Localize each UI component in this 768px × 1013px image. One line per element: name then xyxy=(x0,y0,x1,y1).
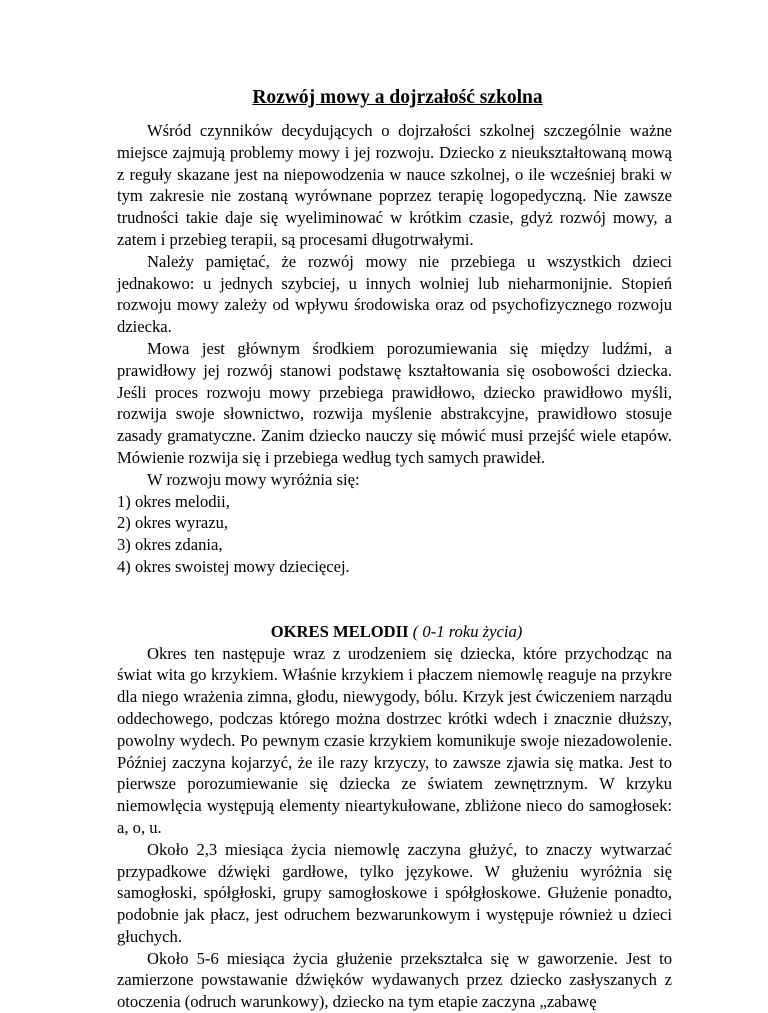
section-heading-age-range: ( 0-1 roku życia) xyxy=(412,621,523,641)
list-item: 4) okres swoistej mowy dziecięcej. xyxy=(117,556,350,576)
list-item: 3) okres zdania, xyxy=(117,535,223,555)
speech-stages-list xyxy=(117,491,672,578)
section-heading-title: OKRES MELODII xyxy=(270,621,409,641)
section-heading xyxy=(117,621,672,643)
document-title: Rozwój mowy a dojrzałość szkolna xyxy=(252,87,543,108)
section-paragraph-3: Około 5-6 miesiąca życia głużenie przekształca się w gaworzenie. Jest to zamierzone powstawanie dźwięków wydawanych przez dziecko zasłyszanych z otoczenia (odruch warunkowy), dziecko na tym etapie zaczyna „zabawę xyxy=(117,948,672,1012)
intro-paragraph-3: Mowa jest głównym środkiem porozumiewania się między ludźmi, a prawidłowy jej rozwój stanowi podstawę kształtowania się osobowości dziecka. Jeśli proces rozwoju mowy przebiega prawidłowo, dziecko prawidłowo myśli, rozwija swoje słownictwo, rozwija myślenie abstrakcyjne, prawidłowo stosuje zasady gramatyczne. Zanim dziecko nauczy się mówić musi przejść wiele etapów. Mówienie rozwija się i przebiega według tych samych prawideł. xyxy=(117,338,672,467)
list-item: 1) okres melodii, xyxy=(117,491,230,511)
section-paragraph-2: Około 2,3 miesiąca życia niemowlę zaczyna głużyć, to znaczy wytwarzać przypadkowe dźwięki gardłowe, tylko językowe. W głużeniu wyróżnia się samogłoski, spółgłoski, grupy samogłoskowe i spółgłoskowe. Głużenie ponadto, podobnie jak płacz, jest odruchem bezwarunkowym i występuje również u dzieci głuchych. xyxy=(117,839,672,946)
intro-paragraph-4: W rozwoju mowy wyróżnia się: xyxy=(147,469,360,489)
list-item: 2) okres wyrazu, xyxy=(117,513,229,533)
section-paragraph-1: Okres ten następuje wraz z urodzeniem się dziecka, które przychodząc na świat wita go krzykiem. Właśnie krzykiem i płaczem niemowlę reaguje na przykre dla niego wrażenia zimna, głodu, niewygody, bólu. Krzyk jest ćwiczeniem narządu oddechowego, podczas którego można dostrzec krótki wdech i znacznie dłuższy, powolny wydech. Po pewnym czasie krzykiem komunikuje swoje niezadowolenie. Później zaczyna kojarzyć, że ile razy krzyczy, to zawsze zjawia się matka. Jest to pierwsze porozumiewanie się dziecka ze światem zewnętrznym. W krzyku niemowlęcia występują elementy nieartykułowane, zbliżone nieco do samogłosek: a, o, u. xyxy=(117,643,672,837)
document-page xyxy=(117,86,672,1013)
intro-paragraph-1: Wśród czynników decydujących o dojrzałości szkolnej szczególnie ważne miejsce zajmują problemy mowy i jej rozwoju. Dziecko z nieukształtowaną mową z reguły skazane jest na niepowodzenia w nauce szkolnej, o ile wcześniej braki w tym zakresie nie zostaną wyrównane poprzez terapię logopedyczną. Nie zawsze trudności takie daje się wyeliminować w krótkim czasie, gdyż rozwój mowy, a zatem i przebieg terapii, są procesami długotrwałymi. xyxy=(117,121,672,249)
intro-paragraph-2: Należy pamiętać, że rozwój mowy nie przebiega u wszystkich dzieci jednakowo: u jednych szybciej, u innych wolniej lub nieharmonijnie. Stopień rozwoju mowy zależy od wpływu środowiska oraz od psychofizycznego rozwoju dziecka. xyxy=(117,251,672,337)
